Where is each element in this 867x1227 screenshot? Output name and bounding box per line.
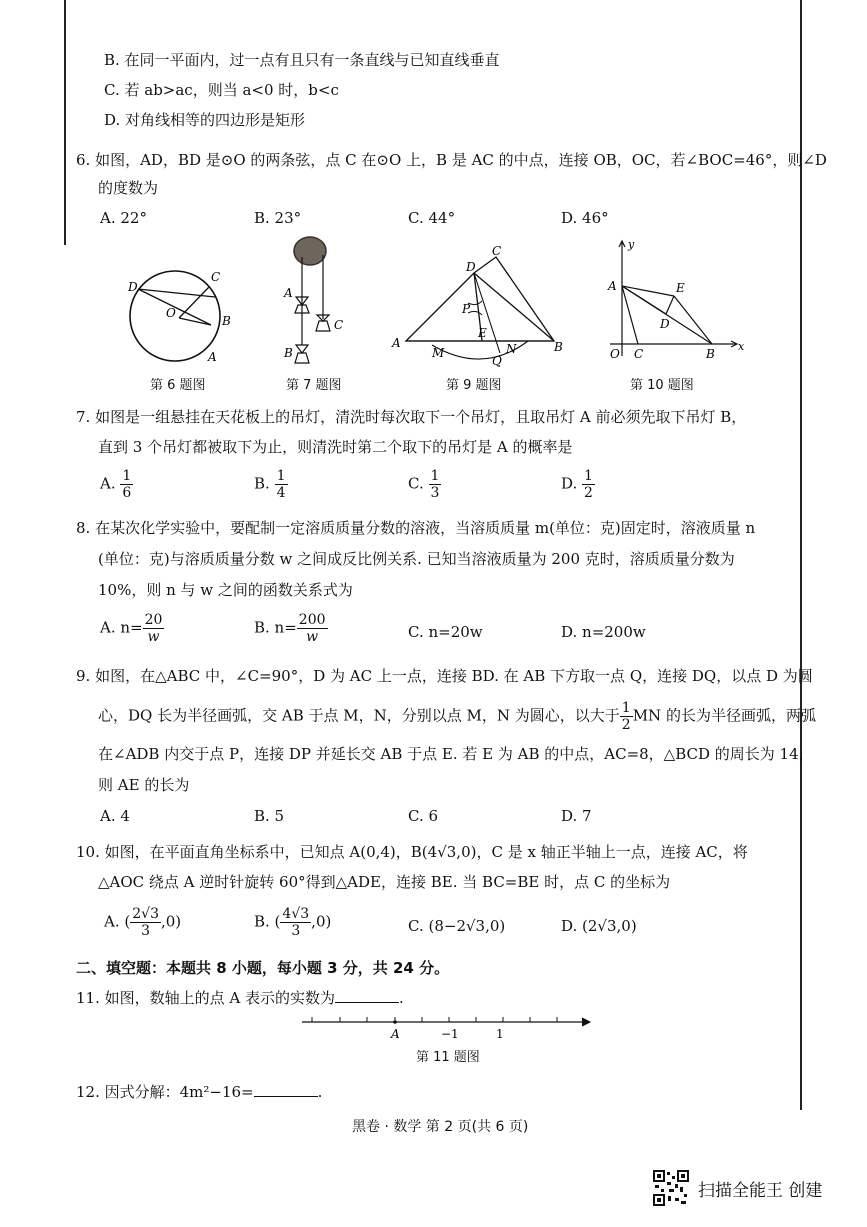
fig9-label-e: E (478, 326, 487, 340)
fig6-label-d: D (128, 280, 138, 294)
fig10-label-y: y (628, 238, 635, 251)
q9-option-d: D. 7 (561, 807, 592, 825)
fig7-label-c: C (334, 318, 344, 332)
figure-9-triangle (388, 245, 568, 370)
q9-text-line3: 在∠ADB 内交于点 P，连接 DP 并延长交 AB 于点 E. 若 E 为 AB 的中点，AC=8，△BCD 的周长为 14， (98, 745, 814, 763)
q9-option-b: B. 5 (254, 807, 285, 825)
q11-text: 11. 如图，数轴上的点 A 表示的实数为 . (76, 989, 404, 1007)
q8-text-line2: (单位：克)与溶质质量分数 w 之间成反比例关系. 已知当溶液质量为 200 克时，溶质质量分数为 (98, 550, 735, 568)
fig10-label-c: C (634, 347, 644, 361)
fig10-label-a: A (608, 279, 617, 293)
fig10-label-e: E (676, 281, 685, 295)
q7-option-a: A. $\frac{1}{6}$ (100, 468, 132, 501)
q7-text-line2: 直到 3 个吊灯都被取下为止，则清洗时第二个取下的吊灯是 A 的概率是 (98, 438, 573, 456)
q6-text-line2: 的度数为 (98, 179, 159, 197)
q11-number-line (300, 1012, 600, 1042)
fig10-label-o: O (610, 347, 620, 361)
q10-text-line1: 10. 如图，在平面直角坐标系中，已知点 A(0,4)，B(4√3,0)，C 是 x 轴正半轴上一点，连接 AC，将 (76, 843, 748, 861)
figure-10-coordinate (600, 238, 745, 366)
fig7-label-b: B (284, 346, 293, 360)
qr-code-icon (653, 1170, 689, 1206)
q11-tick-a: A (391, 1027, 400, 1041)
fig6-label-c: C (211, 270, 221, 284)
watermark-text: 扫描全能王 创建 (698, 1181, 823, 1201)
q8-option-c: C. n=20w (408, 623, 483, 641)
fig9-label-c: C (492, 245, 502, 258)
fig9-label-a: A (392, 336, 401, 350)
fig10-label-d: D (660, 317, 670, 331)
q6-text-line1: 6. 如图，AD，BD 是⊙O 的两条弦，点 C 在⊙O 上，B 是 AC 的中点，连接 OB，OC，若∠BOC=46°，则∠D (76, 151, 827, 169)
fig9-label-m: M (432, 346, 445, 360)
q7-option-c: C. $\frac{1}{3}$ (408, 468, 440, 501)
fig7-label-a: A (284, 286, 293, 300)
figure-6-caption: 第 6 题图 (150, 378, 206, 393)
q11-answer-blank[interactable] (335, 988, 399, 1003)
fig9-label-q: Q (492, 354, 502, 368)
q8-option-a: A. n= $\frac{20}{w}$ (100, 612, 163, 645)
q12-text: 12. 因式分解：4m²−16= . (76, 1083, 323, 1101)
figure-10-caption: 第 10 题图 (630, 378, 694, 393)
q10-option-c: C. (8−2√3,0) (408, 917, 506, 935)
fig9-label-n: N (506, 342, 517, 356)
q7-option-b: B. $\frac{1}{4}$ (254, 468, 286, 501)
q9-option-a: A. 4 (100, 807, 130, 825)
q9-text-line1: 9. 如图，在△ABC 中，∠C=90°，D 为 AC 上一点，连接 BD. 在 AB 下方取一点 Q，连接 DQ，以点 D 为圆 (76, 667, 813, 685)
q8-text-line3: 10%，则 n 与 w 之间的函数关系式为 (98, 581, 353, 599)
q5-option-b: B. 在同一平面内，过一点有且只有一条直线与已知直线垂直 (104, 51, 500, 69)
q11-figure-caption: 第 11 题图 (416, 1050, 480, 1065)
q8-text-line1: 8. 在某次化学实验中，要配制一定溶质质量分数的溶液，当溶质质量 m(单位：克)固定时，溶液质量 n (76, 519, 756, 537)
fig9-label-p: P (462, 302, 471, 316)
section-2-title: 二、填空题：本题共 8 小题，每小题 3 分，共 24 分。 (76, 959, 450, 977)
fig6-label-b: B (222, 314, 231, 328)
q7-text-line1: 7. 如图是一组悬挂在天花板上的吊灯，清洗时每次取下一个吊灯，且取吊灯 A 前必须先取下吊灯 B， (76, 408, 747, 426)
q10-option-b: B. ( $\frac{4√3}{3}$ ,0) (254, 906, 332, 939)
q5-option-d: D. 对角线相等的四边形是矩形 (104, 111, 306, 129)
q9-option-c: C. 6 (408, 807, 439, 825)
q8-option-d: D. n=200w (561, 623, 646, 641)
q12-answer-blank[interactable] (254, 1082, 318, 1097)
fig6-label-o: O (166, 306, 176, 320)
figure-7-lamps (280, 235, 350, 375)
q10-option-a: A. ( $\frac{2√3}{3}$ ,0) (104, 906, 182, 939)
fig10-label-x: x (738, 340, 745, 353)
fig9-label-b: B (554, 340, 563, 354)
fig6-label-a: A (208, 350, 217, 364)
q10-option-d: D. (2√3,0) (561, 917, 637, 935)
q11-tick-minus-1: −1 (441, 1027, 459, 1041)
q9-text-line2: 心，DQ 长为半径画弧，交 AB 于点 M，N，分别以点 M，N 为圆心，以大于 $\frac{1}{2}$ MN 的长为半径画弧，两弧 (98, 700, 816, 733)
q10-text-line2: △AOC 绕点 A 逆时针旋转 60°得到△ADE，连接 BE. 当 BC=BE 时，点 C 的坐标为 (98, 873, 671, 891)
q6-option-c: C. 44° (408, 209, 456, 227)
q9-text-line4: 则 AE 的长为 (98, 776, 190, 794)
figure-9-caption: 第 9 题图 (446, 378, 502, 393)
figure-7-caption: 第 7 题图 (286, 378, 342, 393)
figure-6-circle (122, 265, 232, 375)
fig9-label-d: D (466, 260, 476, 274)
q6-option-d: D. 46° (561, 209, 609, 227)
q8-option-b: B. n= $\frac{200}{w}$ (254, 612, 326, 645)
q11-tick-1: 1 (496, 1027, 504, 1041)
q5-option-c: C. 若 ab>ac，则当 a<0 时，b<c (104, 81, 339, 99)
q6-option-a: A. 22° (100, 209, 147, 227)
q6-option-b: B. 23° (254, 209, 302, 227)
page-footer: 黑卷 · 数学 第 2 页(共 6 页) (352, 1119, 529, 1135)
q7-option-d: D. $\frac{1}{2}$ (561, 468, 593, 501)
fig10-label-b: B (706, 347, 715, 361)
left-margin-line (64, 0, 66, 245)
